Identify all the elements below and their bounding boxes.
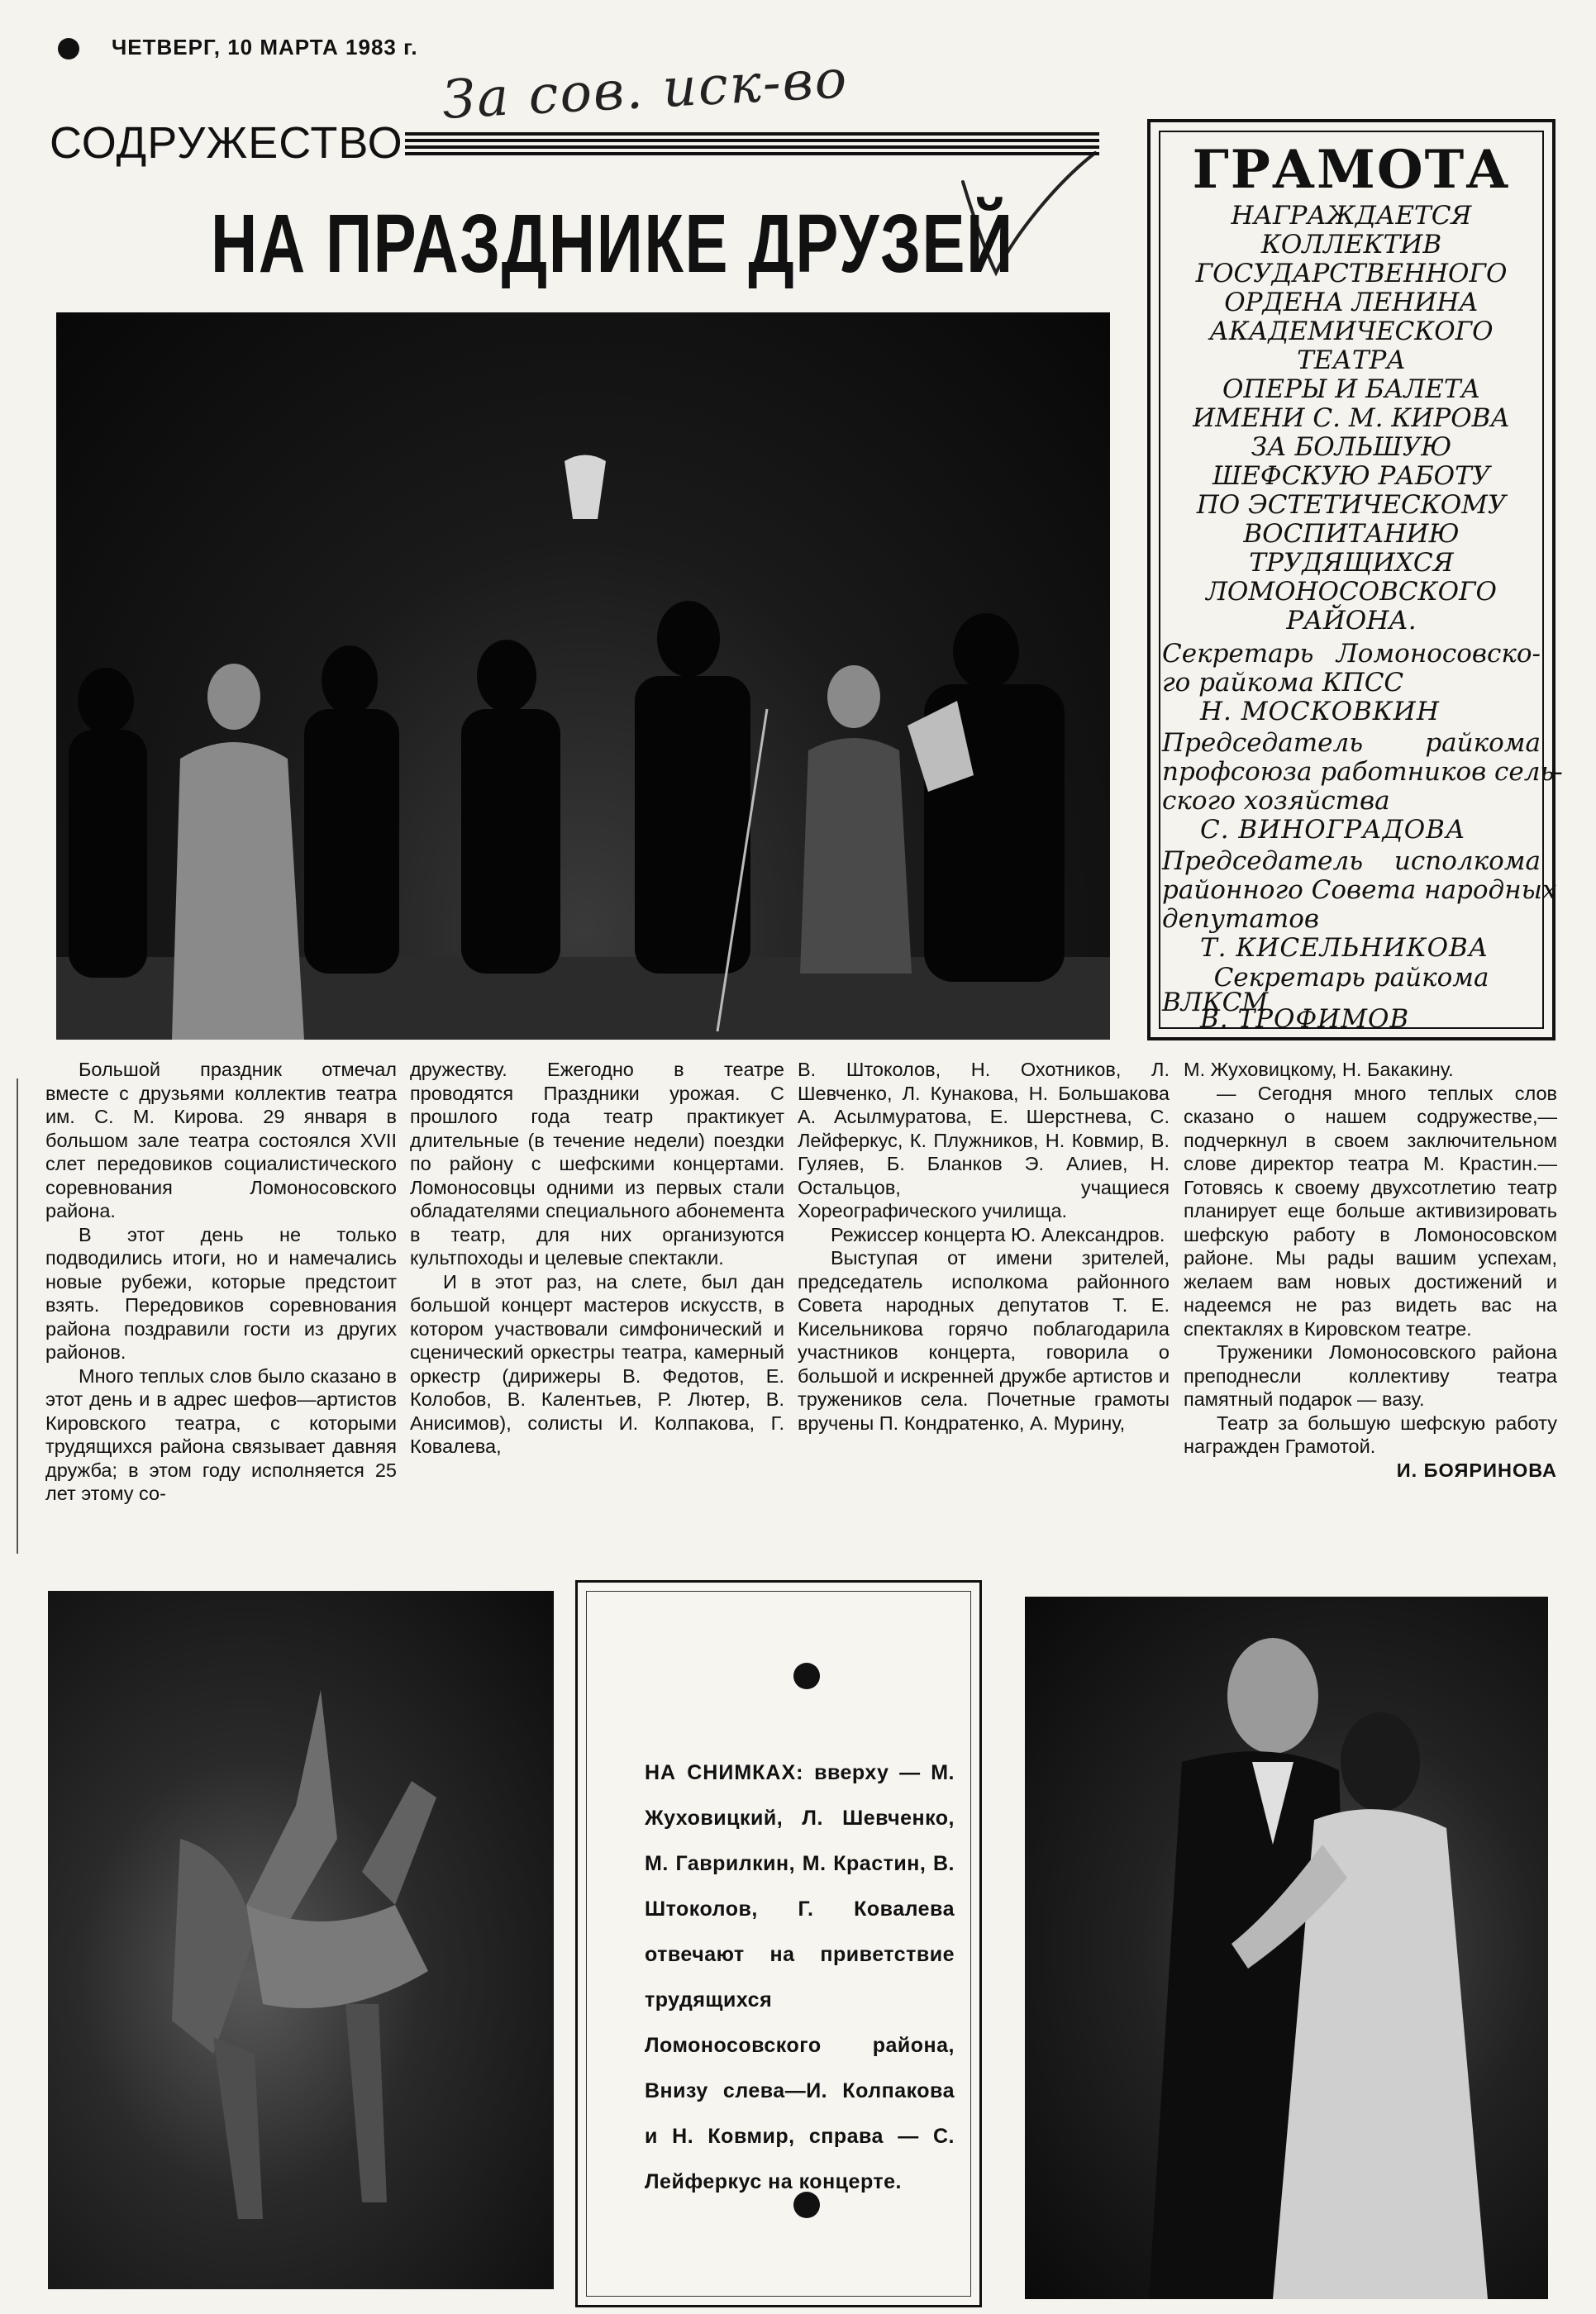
article-paragraph: Большой праздник отмечал вместе с друзьями коллектив театра им. С. М. Кирова. 29 января в большом зале театра состоялся XVII слет передовиков социалистического соревнования Ломоносовского района. [45,1059,397,1221]
gramota-signatory-role: ского хозяйства [1162,786,1390,816]
article-paragraph: М. Жуховицкому, Н. Бакакину. [1184,1059,1454,1080]
photo-caption [645,1750,955,2205]
column-rule [17,1078,18,1554]
article-author: И. БОЯРИНОВА [1396,1459,1557,1481]
gramota-signatory-role: ВЛКСМ [1162,988,1269,1017]
article-paragraph: дружеству. Ежегодно в театре проводятся Праздники урожая. С прошлого года театр практикует длительные (в течение недели) поездки по району с шефскими концертами. Ломоносовцы одними из первых стали обладателями специального абонемента в театр, для них организуются культпоходы и целевые спектакли. [410,1059,784,1269]
gramota-line: ОПЕРЫ И БАЛЕТА [1222,374,1481,404]
caption-lead: НА СНИМКАХ: [645,1761,804,1784]
photo-stage-greeting [56,312,1110,1040]
article-paragraph: В. Штоколов, Н. Охотников, Л. Шевченко, Л. Кунакова, Н. Большакова А. Асылмуратова, Е. Шерстнева, С. Лейферкус, К. Плужников, Н. Ковмир, В. Гуляев, Б. Бланков Э. Алиев, Н. Остальцов, учащиеся Хореографического училища. [798,1059,1170,1221]
header-bullet [58,38,79,60]
gramota-line: АКАДЕМИЧЕСКОГО [1209,317,1494,346]
gramota-box [1147,119,1563,1040]
gramota-line: ШЕФСКУЮ РАБОТУ [1212,461,1491,491]
gramota-signatory-role: Секретарь Ломоносовско- [1162,639,1541,669]
gramota-signatory-name: С. ВИНОГРАДОВА [1200,815,1466,845]
article-column-4 [1184,1058,1557,1482]
article-paragraph: Труженики Ломоносовского района преподнесли коллективу театра памятный подарок — вазу. [1184,1341,1557,1410]
handwritten-note: За сов. иск-во [441,49,850,131]
gramota-line: ЗА БОЛЬШУЮ [1251,432,1452,462]
article-column-3 [798,1058,1170,1435]
section-rubric: СОДРУЖЕСТВО [50,118,403,168]
article-paragraph: — Сегодня много теплых слов сказано о нашем содружестве,— подчеркнул в своем заключительном слове директор театра М. Крастин.— Готовясь к своему двухсотлетию театр планирует еще больше активизировать шефскую работу в Ломоносовском районе. Мы рады вашим успехам, желаем вам новых достижений и надеемся не раз видеть вас на спектаклях в Кировском театре. [1184,1082,1557,1340]
gramota-line: ВОСПИТАНИЮ [1243,519,1460,549]
gramota-signatory-role: Секретарь райкома [1213,963,1489,993]
gramota-line: ТЕАТРА [1297,345,1406,375]
gramota-signatory-role: депутатов [1162,904,1319,934]
article-paragraph: Театр за большую шефскую работу награжден Грамотой. [1184,1412,1557,1457]
gramota-line: ТРУДЯЩИХСЯ [1249,548,1454,578]
gramota-line: КОЛЛЕКТИВ [1260,230,1442,259]
rubric-rule [405,132,1099,157]
article-headline: НА ПРАЗДНИКЕ ДРУЗЕЙ [211,198,1014,290]
gramota-signatory-role: районного Совета народных [1162,875,1557,905]
article-paragraph: Много теплых слов было сказано в этот день и в адрес шефов—артистов Кировского театра, с которыми трудящихся района связывает давняя дружба; в этом году исполняется 25 лет этому со- [45,1364,397,1504]
photo-ballet-figures [48,1591,554,2289]
article-column-1 [45,1058,397,1506]
gramota-signatory-role: Председатель исполкома [1162,846,1541,876]
gramota-line: НАГРАЖДАЕТСЯ [1231,201,1472,231]
gramota-line: ПО ЭСТЕТИЧЕСКОМУ [1196,490,1507,520]
gramota-line: ГОСУДАРСТВЕННОГО [1195,259,1508,288]
gramota-signatory-name: В. ТРОФИМОВ [1200,1004,1410,1034]
article-paragraph: Выступая от имени зрителей, председатель исполкома районного Совета народных депутатов Т. Е. Кисельникова горячо поблагодарила участников концерта, говорила о большой и искренней дружбе артистов и тружеников села. Почетные грамоты вручены П. Кондратенко, А. Мурину, [798,1247,1170,1434]
gramota-line: ЛОМОНОСОВСКОГО [1206,577,1497,607]
photo-stage-figures [56,312,1110,1040]
gramota-signatory-name: Т. КИСЕЛЬНИКОВА [1200,933,1489,963]
gramota-signatory-role: профсоюза работников сель- [1162,757,1563,787]
gramota-signatory-role: го райкома КПСС [1162,668,1404,698]
gramota-line: РАЙОНА. [1286,606,1417,636]
caption-body: вверху — М. Жуховицкий, Л. Шевченко, М. Гаврилкин, М. Крастин, В. Штоколов, Г. Ковалева отвечают на приветствие трудящихся Ломоносовского района, Внизу слева—И. Колпакова и Н. Ковмир, справа — С. Лейферкус на концерте. [645,1761,955,2193]
gramota-line: ИМЕНИ С. М. КИРОВА [1193,403,1510,433]
photo-ballet-duet [48,1591,554,2289]
article-paragraph: В этот день не только подводились итоги, но и намечались новые рубежи, которые предстоит взять. Передовиков соревнования района поздравили гости из других районов. [45,1223,397,1363]
article-column-2 [410,1058,784,1459]
caption-dot-top [793,1663,820,1689]
photo-singer-figures [1025,1597,1548,2299]
gramota-signatory-name: Н. МОСКОВКИН [1200,697,1440,726]
dateline: ЧЕТВЕРГ, 10 МАРТА 1983 г. [112,35,418,60]
gramota-line: ОРДЕНА ЛЕНИНА [1224,288,1479,317]
gramota-signatory-role: Председатель райкома [1162,728,1541,758]
photo-singer-duet [1025,1597,1548,2299]
gramota-title: ГРАМОТА [1192,139,1511,201]
article-paragraph: И в этот раз, на слете, был дан большой концерт мастеров искусств, в котором участвовали симфонический и сценический оркестры театра, камерный оркестр (дирижеры В. Федотов, Е. Колобов, В. Калентьев, Р. Лютер, В. Анисимов), солисты И. Колпакова, Г. Ковалева, [410,1270,784,1457]
article-paragraph: Режиссер концерта Ю. Александров. [831,1223,1165,1245]
